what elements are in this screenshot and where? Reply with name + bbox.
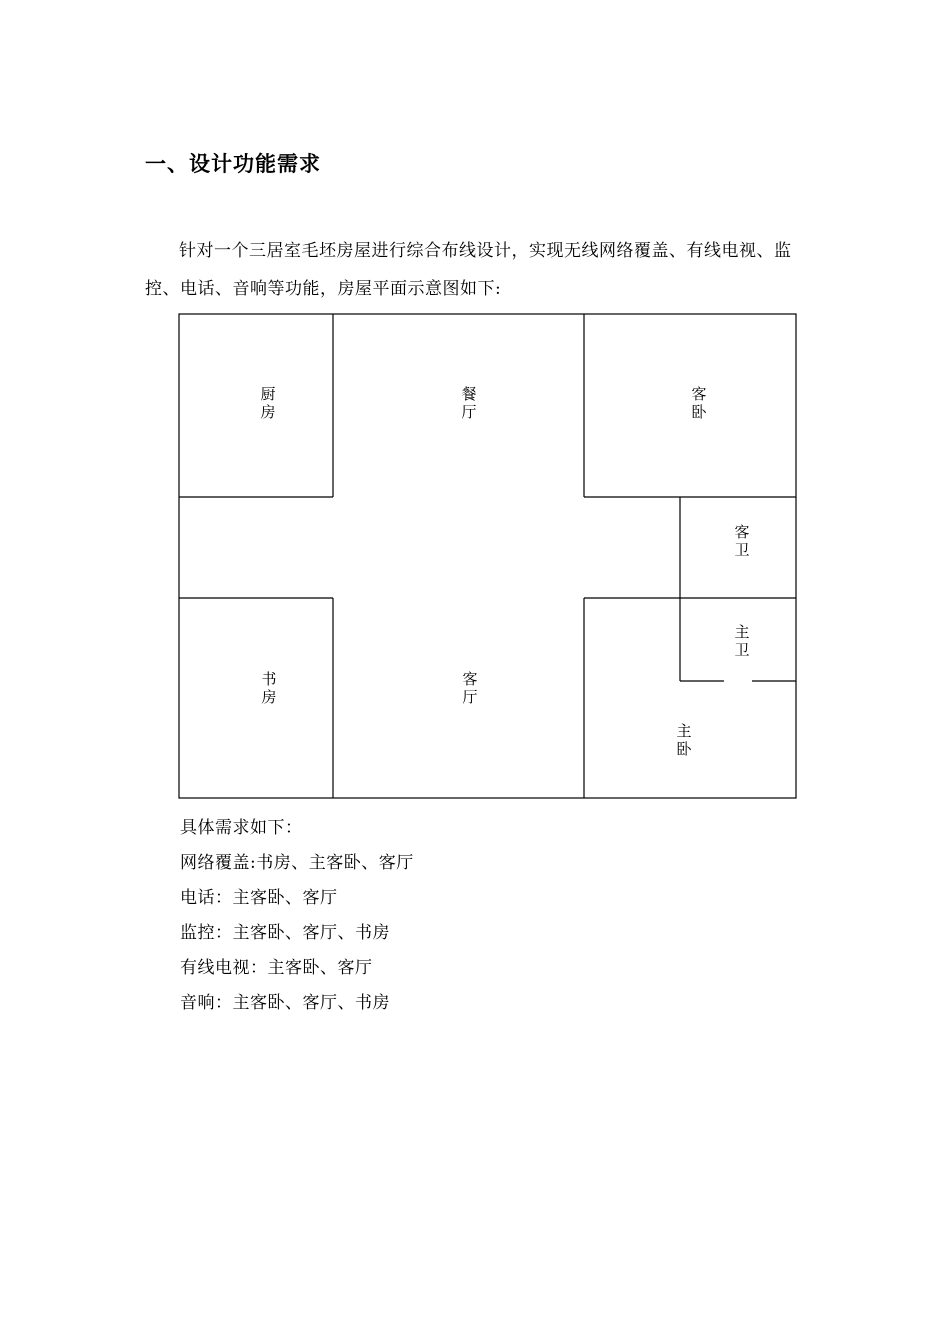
room-label-living: 客 厅 — [462, 670, 478, 706]
requirements-intro: 具体需求如下： — [180, 818, 303, 838]
room-label-dining: 餐 厅 — [461, 385, 477, 421]
room-label-guest-bedroom: 客 卧 — [691, 385, 707, 421]
room-label-master-bath: 主 卫 — [734, 623, 750, 659]
floor-plan-diagram — [178, 313, 797, 799]
room-label-kitchen: 厨 房 — [260, 385, 276, 421]
room-label-study: 书 房 — [261, 670, 277, 706]
room-label-master-bedroom: 主 卧 — [676, 722, 692, 758]
requirements-list — [180, 813, 414, 1023]
requirement-item: 网络覆盖:书房、主客卧、客厅 — [180, 853, 414, 873]
requirement-item: 监控：主客卧、客厅、书房 — [180, 923, 390, 943]
requirement-item: 电话：主客卧、客厅 — [180, 888, 338, 908]
section-heading: 一、设计功能需求 — [145, 152, 321, 176]
requirement-item: 音响：主客卧、客厅、书房 — [180, 993, 390, 1013]
requirement-item: 有线电视：主客卧、客厅 — [180, 958, 373, 978]
intro-paragraph: 针对一个三居室毛坯房屋进行综合布线设计，实现无线网络覆盖、有线电视、监控、电话、音响等功能，房屋平面示意图如下: — [145, 241, 792, 299]
room-label-guest-bath: 客 卫 — [734, 523, 750, 559]
